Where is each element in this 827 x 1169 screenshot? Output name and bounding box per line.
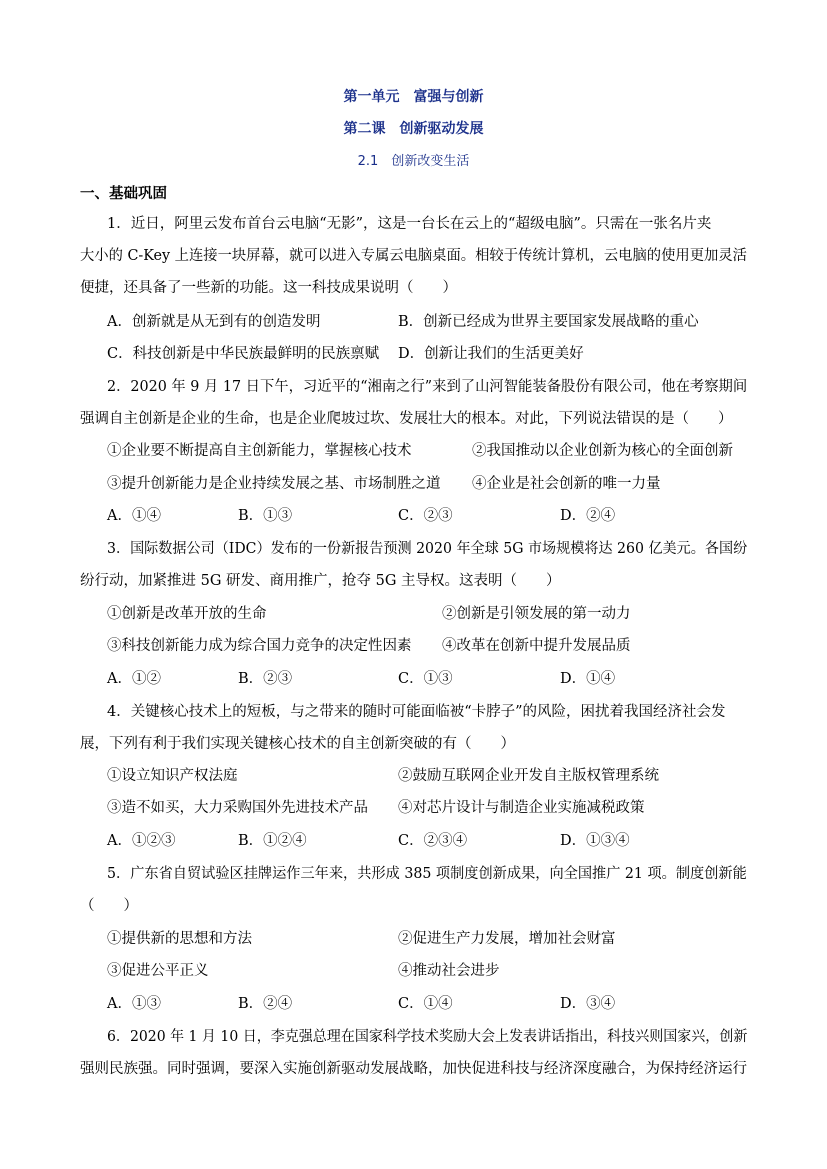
question-3-option-c[interactable]: C．①③	[398, 671, 453, 687]
section-title: 2.1 创新改变生活	[357, 154, 470, 169]
question-4-option-a[interactable]: A．①②③	[107, 833, 176, 849]
question-1-option-d[interactable]: D．创新让我们的生活更美好	[398, 346, 584, 362]
unit-title: 第一单元 富强与创新	[343, 89, 484, 105]
question-4-statement-3: ③造不如买，大力采购国外先进技术产品	[107, 800, 368, 816]
question-2-option-a[interactable]: A．①④	[107, 508, 161, 524]
question-5-statement-4: ④推动社会进步	[398, 963, 500, 979]
question-4-line-1: 4．关键核心技术上的短板，与之带来的随时可能面临被“卡脖子”的风险，困扰着我国经济社会发	[107, 704, 726, 720]
question-2-line-1: 2．2020 年 9 月 17 日下午，习近平的“湘南之行”来到了山河智能装备股份有限公司，他在考察期间	[107, 379, 748, 395]
question-1-line-3: 便捷，还具备了一些新的功能。这一科技成果说明（ ）	[80, 280, 457, 296]
question-3-statement-2: ②创新是引领发展的第一动力	[442, 606, 631, 622]
question-2-statement-1: ①企业要不断提高自主创新能力，掌握核心技术	[107, 443, 412, 459]
question-5-statement-3: ③促进公平正义	[107, 963, 209, 979]
question-2-option-b[interactable]: B．①③	[238, 508, 293, 524]
question-4-option-d[interactable]: D．①③④	[560, 833, 630, 849]
question-1-option-b[interactable]: B．创新已经成为世界主要国家发展战略的重心	[398, 314, 699, 330]
question-1-line-1: 1．近日，阿里云发布首台云电脑“无影”，这是一台长在云上的“超级电脑”。只需在一张名片夹	[107, 216, 712, 232]
question-3-statement-3: ③科技创新能力成为综合国力竞争的决定性因素	[107, 638, 412, 654]
question-2-option-c[interactable]: C．②③	[398, 508, 453, 524]
question-5-option-b[interactable]: B．②④	[238, 996, 293, 1012]
question-3-option-a[interactable]: A．①②	[107, 671, 161, 687]
question-1-option-c[interactable]: C．科技创新是中华民族最鲜明的民族禀赋	[107, 346, 380, 362]
question-4-statement-1: ①设立知识产权法庭	[107, 768, 238, 784]
question-1-line-2: 大小的 C-Key 上连接一块屏幕，就可以进入专属云电脑桌面。相较于传统计算机，云电脑的使用更加灵活	[80, 248, 747, 264]
question-4-option-b[interactable]: B．①②④	[238, 833, 307, 849]
question-3-option-b[interactable]: B．②③	[238, 671, 293, 687]
question-4-statement-2: ②鼓励互联网企业开发自主版权管理系统	[398, 768, 659, 784]
question-5-statement-1: ①提供新的思想和方法	[107, 931, 252, 947]
question-2-statement-3: ③提升创新能力是企业持续发展之基、市场制胜之道	[107, 476, 441, 492]
question-3-line-2: 纷行动，加紧推进 5G 研发、商用推广，抢夺 5G 主导权。这表明（ ）	[80, 573, 561, 589]
question-3-option-d[interactable]: D．①④	[560, 671, 616, 687]
question-5-option-a[interactable]: A．①③	[107, 996, 161, 1012]
question-6-line-2: 强则民族强。同时强调，要深入实施创新驱动发展战略，加快促进科技与经济深度融合，为保持经济运行	[80, 1061, 747, 1077]
question-2-option-d[interactable]: D．②④	[560, 508, 616, 524]
question-5-option-c[interactable]: C．①④	[398, 996, 453, 1012]
question-4-statement-4: ④对芯片设计与制造企业实施减税政策	[398, 800, 645, 816]
question-5-option-d[interactable]: D．③④	[560, 996, 616, 1012]
lesson-title: 第二课 创新驱动发展	[343, 121, 484, 137]
question-1-option-a[interactable]: A．创新就是从无到有的创造发明	[107, 314, 321, 330]
part-title: 一、基础巩固	[80, 186, 167, 202]
question-3-line-1: 3．国际数据公司（IDC）发布的一份新报告预测 2020 年全球 5G 市场规模将达 260 亿美元。各国纷	[107, 541, 748, 557]
question-5-statement-2: ②促进生产力发展，增加社会财富	[398, 931, 616, 947]
question-2-statement-4: ④企业是社会创新的唯一力量	[472, 476, 661, 492]
question-2-line-2: 强调自主创新是企业的生命，也是企业爬坡过坎、发展壮大的根本。对此，下列说法错误的是（ ）	[80, 411, 733, 427]
question-3-statement-4: ④改革在创新中提升发展品质	[442, 638, 631, 654]
question-3-statement-1: ①创新是改革开放的生命	[107, 606, 267, 622]
question-5-line-1: 5．广东省自贸试验区挂牌运作三年来，共形成 385 项制度创新成果，向全国推广 21 项。制度创新能	[107, 866, 747, 882]
question-2-statement-2: ②我国推动以企业创新为核心的全面创新	[472, 443, 733, 459]
question-4-option-c[interactable]: C．②③④	[398, 833, 468, 849]
question-6-line-1: 6．2020 年 1 月 10 日，李克强总理在国家科学技术奖励大会上发表讲话指出，科技兴则国家兴，创新	[107, 1029, 748, 1045]
question-4-line-2: 展，下列有利于我们实现关键核心技术的自主创新突破的有（ ）	[80, 736, 515, 752]
question-5-line-2: （ ）	[80, 898, 138, 914]
